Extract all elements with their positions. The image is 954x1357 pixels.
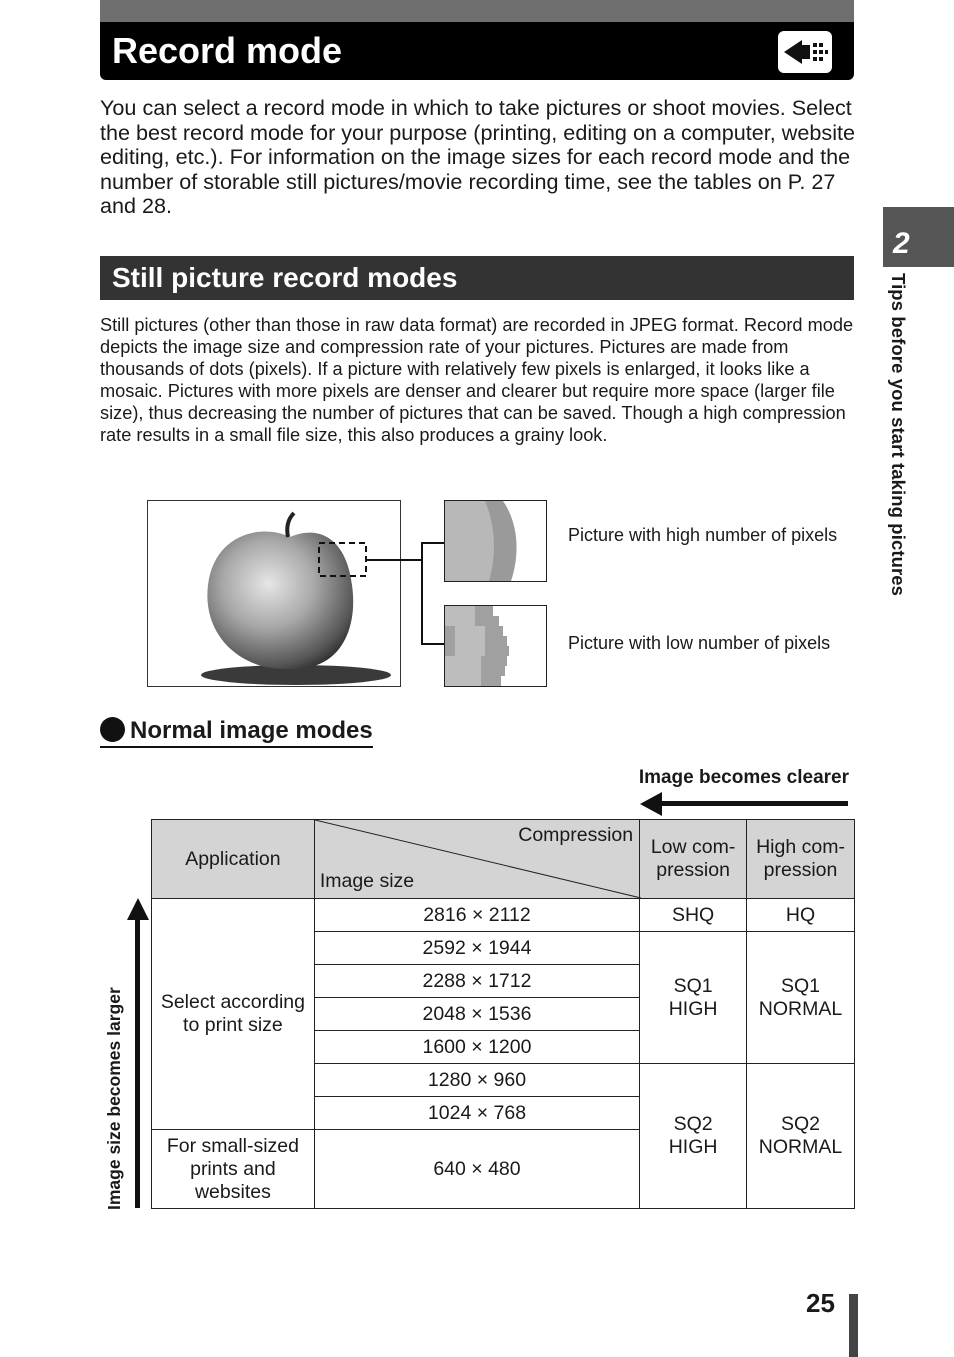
header-high-compression: High com- pression [747, 820, 855, 899]
zoom-high-pixels [444, 500, 547, 582]
caption-high-pixels: Picture with high number of pixels [568, 525, 838, 545]
mode-shq: SHQ [640, 899, 747, 932]
mode-sq1-normal: SQ1 NORMAL [747, 932, 855, 1064]
mode-sq2-high: SQ2 HIGH [640, 1064, 747, 1209]
size-cell: 1024 × 768 [314, 1097, 639, 1130]
mode-hq: HQ [747, 899, 855, 932]
normal-modes-heading [100, 716, 373, 748]
zoom-low-pixels [444, 605, 547, 687]
page-title: Record mode [112, 30, 343, 71]
intro-paragraph: You can select a record mode in which to take pictures or shoot movies. Select the best record mode for your purpose (printing, editing on a computer, website editing, etc.). For information on the image sizes for each record mode and the number of storable still pictures/movie recording time, see the tables on P. 27 and 28. [100, 95, 856, 219]
up-arrow-icon [125, 898, 151, 1210]
size-cell: 2048 × 1536 [314, 998, 639, 1031]
application-print-size: Select according to print size [152, 899, 315, 1130]
chapter-number: 2 [893, 227, 910, 260]
size-cell: 2288 × 1712 [314, 965, 639, 998]
record-modes-table [151, 819, 855, 1209]
header-diagonal-cell [314, 820, 639, 899]
table-header-row [152, 820, 855, 899]
header-low-compression: Low com- pression [640, 820, 747, 899]
apple-photo [147, 500, 401, 687]
size-cell: 640 × 480 [314, 1130, 639, 1209]
left-arrow-icon [640, 790, 850, 818]
size-cell: 1280 × 960 [314, 1064, 639, 1097]
size-cell: 2592 × 1944 [314, 932, 639, 965]
connector-lines [365, 540, 445, 650]
larger-label: Image size becomes larger [104, 987, 124, 1210]
page-number: 25 [806, 1288, 835, 1318]
application-small-prints: For small-sized prints and websites [152, 1130, 315, 1209]
chapter-label: Tips before you start taking pictures [888, 273, 909, 597]
size-cell: 2816 × 2112 [314, 899, 639, 932]
record-mode-icon [778, 31, 832, 73]
mode-sq2-normal: SQ2 NORMAL [747, 1064, 855, 1209]
header-compression: Compression [518, 824, 634, 846]
mode-sq1-high: SQ1 HIGH [640, 932, 747, 1064]
caption-low-pixels: Picture with low number of pixels [568, 633, 831, 653]
size-cell: 1600 × 1200 [314, 1031, 639, 1064]
section-body: Still pictures (other than those in raw data format) are recorded in JPEG format. Record mode depicts the image size and compression rate of your pictures. Pictures are made from thousands of dots (pixels). If a picture with relatively few pixels is enlarged, it looks like a mosaic. Pictures with more pixels are denser and clearer but require more space (larger file size), thus decreasing the number of pictures that can be saved. Though a high compression rate results in a small file size, this also produces a grainy look. [100, 315, 854, 445]
clearer-label: Image becomes clearer [638, 767, 849, 788]
header-application: Application [152, 820, 315, 899]
table-row [152, 899, 855, 932]
normal-modes-title: Normal image modes [130, 717, 373, 744]
section-title: Still picture record modes [112, 262, 458, 293]
bullet-icon [100, 717, 125, 742]
header-image-size: Image size [319, 870, 415, 892]
page-edge-bar [849, 1294, 858, 1357]
